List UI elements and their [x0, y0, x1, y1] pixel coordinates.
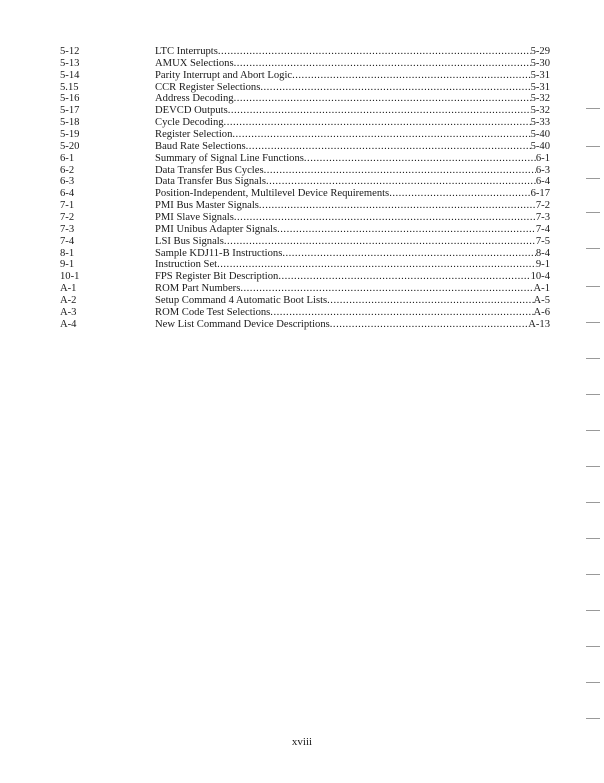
page-ref: 5-31 [530, 81, 550, 93]
toc-entry [60, 129, 550, 141]
table-title: Parity Interrupt and Abort Logic [155, 69, 293, 81]
toc-entry [60, 212, 550, 224]
page-ref: 6-4 [535, 176, 550, 188]
entry-line [155, 283, 550, 295]
table-number: A-1 [60, 283, 77, 295]
edge-mark [586, 538, 600, 539]
dot-leader [327, 295, 533, 307]
page-ref: 5-40 [530, 140, 550, 152]
table-number: 7-2 [60, 212, 75, 224]
page-ref: 5-29 [530, 46, 550, 57]
dot-leader [224, 236, 536, 248]
entry-line [155, 141, 550, 153]
edge-mark [586, 286, 600, 287]
table-number: 6-1 [60, 152, 75, 164]
table-number: A-3 [60, 306, 77, 318]
entry-line [155, 176, 550, 188]
page-ref: A-5 [533, 295, 550, 307]
table-number: 7-1 [60, 200, 75, 212]
entry-line [155, 212, 550, 224]
edge-mark [586, 610, 600, 611]
entry-line [155, 307, 550, 319]
table-number: 5-13 [60, 57, 80, 69]
table-number: 7-3 [60, 223, 75, 235]
table-title: Data Transfer Bus Signals [155, 176, 266, 188]
table-number: 6-3 [60, 176, 75, 188]
table-title: ROM Code Test Selections [155, 306, 271, 318]
table-title: PMI Bus Master Signals [155, 200, 259, 212]
dot-leader [260, 82, 530, 94]
dot-leader [277, 224, 536, 236]
page-ref: A-13 [528, 318, 550, 330]
toc-entry [60, 176, 550, 188]
dot-leader [266, 176, 536, 188]
entry-line [155, 70, 550, 82]
entry-line [155, 248, 550, 260]
table-number: 9-1 [60, 259, 75, 271]
dot-leader [246, 141, 531, 153]
entry-line [155, 117, 550, 129]
table-title: Setup Command 4 Automatic Boot Lists [155, 295, 328, 307]
table-number: A-2 [60, 295, 77, 307]
dot-leader [304, 153, 536, 165]
edge-mark [586, 394, 600, 395]
page-ref: 7-4 [535, 223, 550, 235]
toc-entry [60, 153, 550, 165]
table-number: 6-4 [60, 188, 75, 200]
edge-mark [586, 178, 600, 179]
table-title: Address Decoding [155, 93, 234, 105]
dot-leader [278, 271, 530, 283]
page-ref: 7-3 [535, 212, 550, 224]
page-ref: 6-1 [535, 152, 550, 164]
dot-leader [217, 259, 536, 271]
entry-line [155, 236, 550, 248]
edge-mark [586, 212, 600, 213]
entry-line [155, 319, 550, 331]
entry-line [155, 188, 550, 200]
toc-entry [60, 46, 550, 58]
table-title: CCR Register Selections [155, 81, 261, 93]
edge-mark [586, 646, 600, 647]
edge-mark [586, 358, 600, 359]
dot-leader [240, 283, 533, 295]
table-number: 5-12 [60, 46, 80, 57]
page-ref: 5-32 [530, 105, 550, 117]
page-number: xviii [291, 736, 313, 748]
entry-line [155, 82, 550, 94]
edge-mark [586, 466, 600, 467]
table-title: New List Command Device Descriptions [155, 318, 330, 330]
table-title: Cycle Decoding [155, 117, 224, 129]
table-title: FPS Register Bit Description [155, 271, 279, 283]
edge-mark [586, 322, 600, 323]
entry-line [155, 224, 550, 236]
table-number: 5.15 [60, 81, 79, 93]
edge-mark [586, 430, 600, 431]
toc-entry [60, 82, 550, 94]
toc-entry [60, 117, 550, 129]
dot-leader [292, 70, 530, 82]
toc-entry [60, 236, 550, 248]
toc-entry [60, 319, 550, 331]
table-number: A-4 [60, 318, 77, 330]
entry-line [155, 259, 550, 271]
table-number: 5-16 [60, 93, 80, 105]
page-ref: 5-40 [530, 129, 550, 141]
page-ref: 5-30 [530, 57, 550, 69]
page-ref: 5-32 [530, 93, 550, 105]
page-ref: 7-5 [535, 235, 550, 247]
table-number: 5-19 [60, 129, 80, 141]
dot-leader [218, 46, 531, 58]
entry-line [155, 46, 550, 58]
dot-leader [234, 93, 531, 105]
page-ref: 5-33 [530, 117, 550, 129]
table-title: AMUX Selections [155, 57, 234, 69]
table-number: 8-1 [60, 247, 75, 259]
entry-line [155, 153, 550, 165]
table-number: 10-1 [60, 271, 80, 283]
page-ref: A-6 [533, 306, 550, 318]
entry-line [155, 105, 550, 117]
table-title: Summary of Signal Line Functions [155, 152, 304, 164]
table-title: LTC Interrupts [155, 46, 218, 57]
toc-entry [60, 58, 550, 70]
dot-leader [228, 105, 531, 117]
table-number: 5-17 [60, 105, 80, 117]
table-number: 7-4 [60, 235, 75, 247]
toc-entry [60, 200, 550, 212]
toc-entry [60, 165, 550, 177]
edge-mark [586, 146, 600, 147]
entry-line [155, 200, 550, 212]
page-ref: A-1 [533, 283, 550, 295]
entry-line [155, 271, 550, 283]
table-list [60, 46, 550, 331]
toc-entry [60, 141, 550, 153]
toc-entry [60, 188, 550, 200]
table-number: 6-2 [60, 164, 75, 176]
table-number: 5-20 [60, 140, 80, 152]
table-title: Position-Independent, Multilevel Device Requirements [155, 188, 390, 200]
dot-leader [234, 58, 531, 70]
table-title: PMI Unibus Adapter Signals [155, 223, 278, 235]
page-ref: 6-17 [530, 188, 550, 200]
table-title: ROM Part Numbers [155, 283, 241, 295]
table-title: PMI Slave Signals [155, 212, 234, 224]
toc-entry [60, 307, 550, 319]
edge-mark [586, 718, 600, 719]
dot-leader [282, 248, 536, 260]
page-ref: 9-1 [535, 259, 550, 271]
toc-entry [60, 283, 550, 295]
page-ref: 8-4 [535, 247, 550, 259]
edge-mark [586, 248, 600, 249]
toc-entry [60, 271, 550, 283]
entry-line [155, 295, 550, 307]
dot-leader [232, 129, 530, 141]
toc-entry [60, 248, 550, 260]
edge-mark [586, 108, 600, 109]
table-title: LSI Bus Signals [155, 235, 224, 247]
entry-line [155, 93, 550, 105]
table-title: Instruction Set [155, 259, 218, 271]
page-ref: 10-4 [530, 271, 550, 283]
table-title: DEVCD Outputs [155, 105, 228, 117]
table-number: 5-18 [60, 117, 80, 129]
dot-leader [224, 117, 531, 129]
table-number: 5-14 [60, 69, 80, 81]
toc-entry [60, 70, 550, 82]
table-title: Data Transfer Bus Cycles [155, 164, 264, 176]
dot-leader [259, 200, 536, 212]
entry-line [155, 165, 550, 177]
toc-entry [60, 105, 550, 117]
dot-leader [389, 188, 530, 200]
toc-entry [60, 93, 550, 105]
edge-mark [586, 682, 600, 683]
table-title: Sample KDJ11-B Instructions [155, 247, 283, 259]
page-ref: 5-31 [530, 69, 550, 81]
entry-line [155, 58, 550, 70]
dot-leader [234, 212, 536, 224]
toc-entry [60, 224, 550, 236]
table-title: Baud Rate Selections [155, 140, 246, 152]
edge-mark [586, 574, 600, 575]
entry-line [155, 129, 550, 141]
dot-leader [264, 165, 536, 177]
page-ref: 6-3 [535, 164, 550, 176]
table-title: Register Selection [155, 129, 233, 141]
toc-entry [60, 295, 550, 307]
page-ref: 7-2 [535, 200, 550, 212]
dot-leader [330, 319, 528, 331]
dot-leader [270, 307, 533, 319]
edge-mark [586, 502, 600, 503]
toc-entry [60, 259, 550, 271]
